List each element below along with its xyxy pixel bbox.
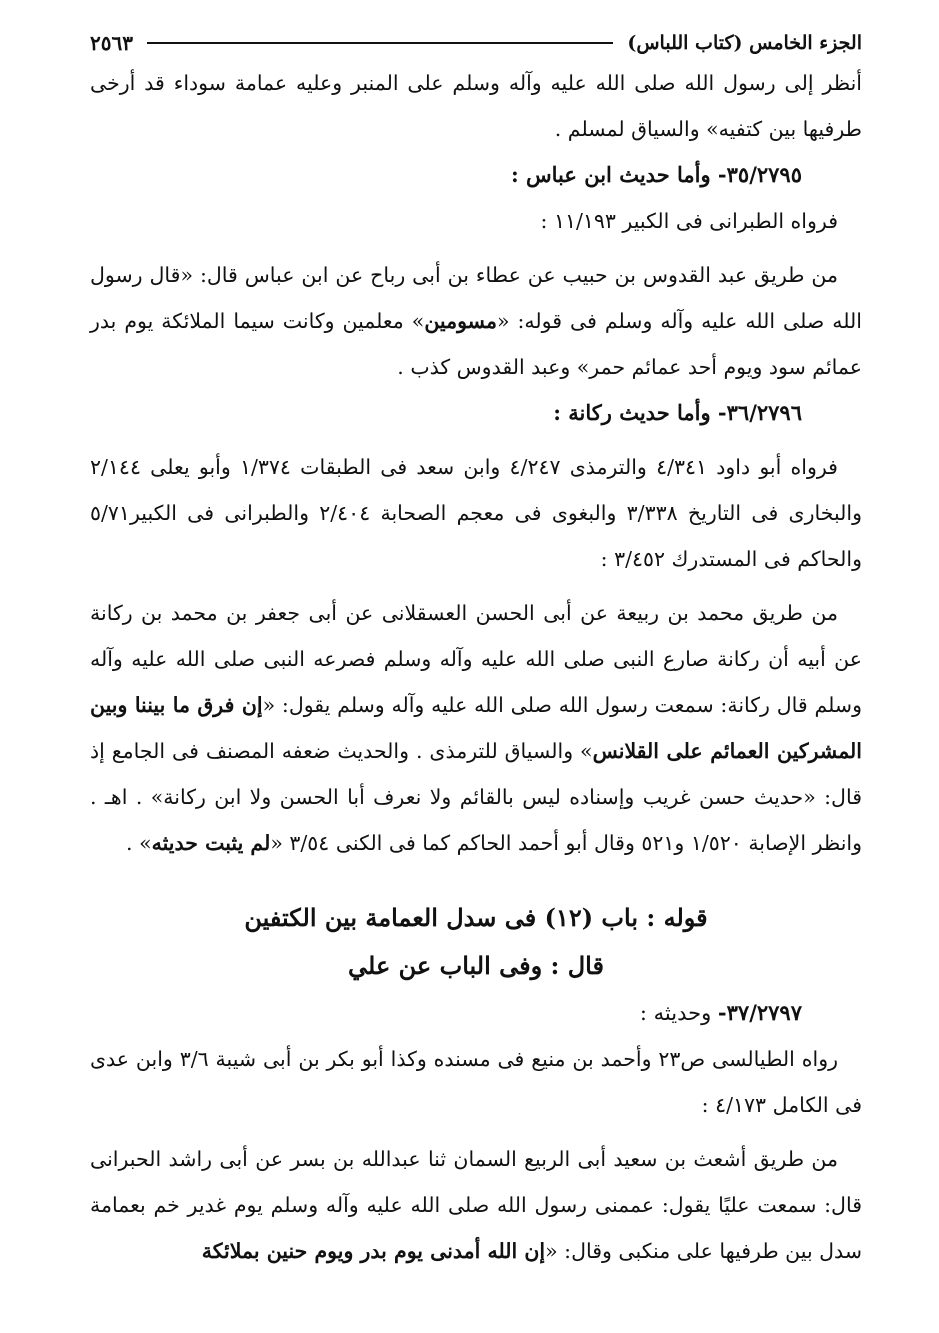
header-rule — [147, 42, 613, 44]
chapter-title: قوله : باب (١٢) فى سدل العمامة بين الكتفين — [244, 903, 708, 932]
paragraph-7-text: من طريق أشعث بن سعيد أبى الربيع السمان ثنا عبدالله بن بسر عن أبى راشد الحبرانى قال: سمعت عليًا يقول: عممنى رسول الله صلى الله عليه وآله وسلم يوم غدير خم بعمامة سدل بين طرفيها على منكبى وقال: « — [90, 1147, 862, 1263]
running-header — [90, 26, 862, 60]
hadith-heading-36: ٣٦/٢٧٩٦- وأما حديث ركانة : — [553, 400, 802, 425]
spacer — [90, 436, 862, 444]
paragraph-5 — [90, 590, 862, 866]
paragraph-3-bold: مسومين — [424, 309, 497, 333]
paragraph-5-end: » . — [126, 831, 152, 855]
paragraph-1 — [90, 60, 862, 152]
paragraph-7 — [90, 1136, 862, 1274]
paragraph-5-middle: » والسياق للترمذى . والحديث ضعفه المصنف فى الجامع إذ قال: «حديث حسن غريب وإسناده ليس بالقائم ولا نعرف أبا الحسن ولا ابن ركانة» . اهـ . وانظر الإصابة ١/٥٢٠ و٥٢١ وقال أبو أحمد الحاكم كما فى الكنى ٣/٥٤ « — [90, 739, 862, 855]
document-page — [90, 26, 862, 1316]
hadith-heading-37 — [90, 990, 862, 1036]
spacer — [90, 244, 862, 252]
spacer — [90, 582, 862, 590]
chapter-subtitle: قال : وفى الباب عن علي — [348, 951, 604, 980]
paragraph-6: رواه الطيالسى ص٢٣ وأحمد بن منيع فى مسنده وكذا أبو بكر بن أبى شيبة ٣/٦ وابن عدى فى الكامل ٤/١٧٣ : — [90, 1047, 862, 1117]
paragraph-1-text: أنظر إلى رسول الله صلى الله عليه وآله وسلم على المنبر وعليه عمامة سوداء قد أرخى طرفيها بين كتفيه — [90, 71, 862, 141]
paragraph-3-end: » معلمين وكانت سيما الملائكة يوم بدر عمائم سود ويوم أحد عمائم حمر» وعبد القدوس كذب . — [90, 309, 862, 379]
paragraph-5-bold-2: لم يثبت حديثه — [151, 831, 271, 855]
paragraph-5-text: من طريق محمد بن ربيعة عن أبى الحسن العسقلانى عن أبى جعفر بن محمد بن ركانة عن أبيه أن ركانة صارع النبى صلى الله عليه وآله وسلم فصرعه النبى صلى الله عليه وآله وسلم قال ركانة: سمعت رسول الله صلى الله عليه وآله وسلم يقول: « — [90, 601, 862, 717]
hadith-heading-37-text: وحديثه : — [639, 1001, 718, 1025]
paragraph-7-bold: إن الله أمدنى يوم بدر ويوم حنين بملائكة — [201, 1239, 546, 1263]
page-number: ٢٥٦٣ — [90, 31, 133, 55]
paragraph-2: فرواه الطبرانى فى الكبير ١١/١٩٣ : — [540, 209, 838, 233]
paragraph-3 — [90, 252, 862, 390]
hadith-heading-37-number: ٣٧/٢٧٩٧- — [717, 1000, 802, 1025]
paragraph-3-text: من طريق عبد القدوس بن حبيب عن عطاء بن أبى رباح عن ابن عباس قال: «قال رسول الله صلى الله عليه وآله وسلم فى قوله: « — [90, 263, 862, 333]
spacer — [90, 866, 862, 894]
paragraph-1-end: » والسياق لمسلم . — [554, 117, 719, 141]
header-title: الجزء الخامس (كتاب اللباس) — [627, 32, 862, 54]
hadith-heading-35: ٣٥/٢٧٩٥- وأما حديث ابن عباس : — [510, 162, 802, 187]
paragraph-4: فرواه أبو داود ٤/٣٤١ والترمذى ٤/٢٤٧ وابن سعد فى الطبقات ١/٣٧٤ وأبو يعلى ٢/١٤٤ والبخارى فى التاريخ ٣/٣٣٨ والبغوى فى معجم الصحابة ٢/٤٠٤ والطبرانى فى الكبير٥/٧١ والحاكم فى المستدرك ٣/٤٥٢ : — [90, 455, 862, 571]
paragraph-5-bold-1: إن فرق ما بيننا وبين المشركين العمائم على القلانس — [90, 693, 862, 763]
spacer — [90, 1128, 862, 1136]
